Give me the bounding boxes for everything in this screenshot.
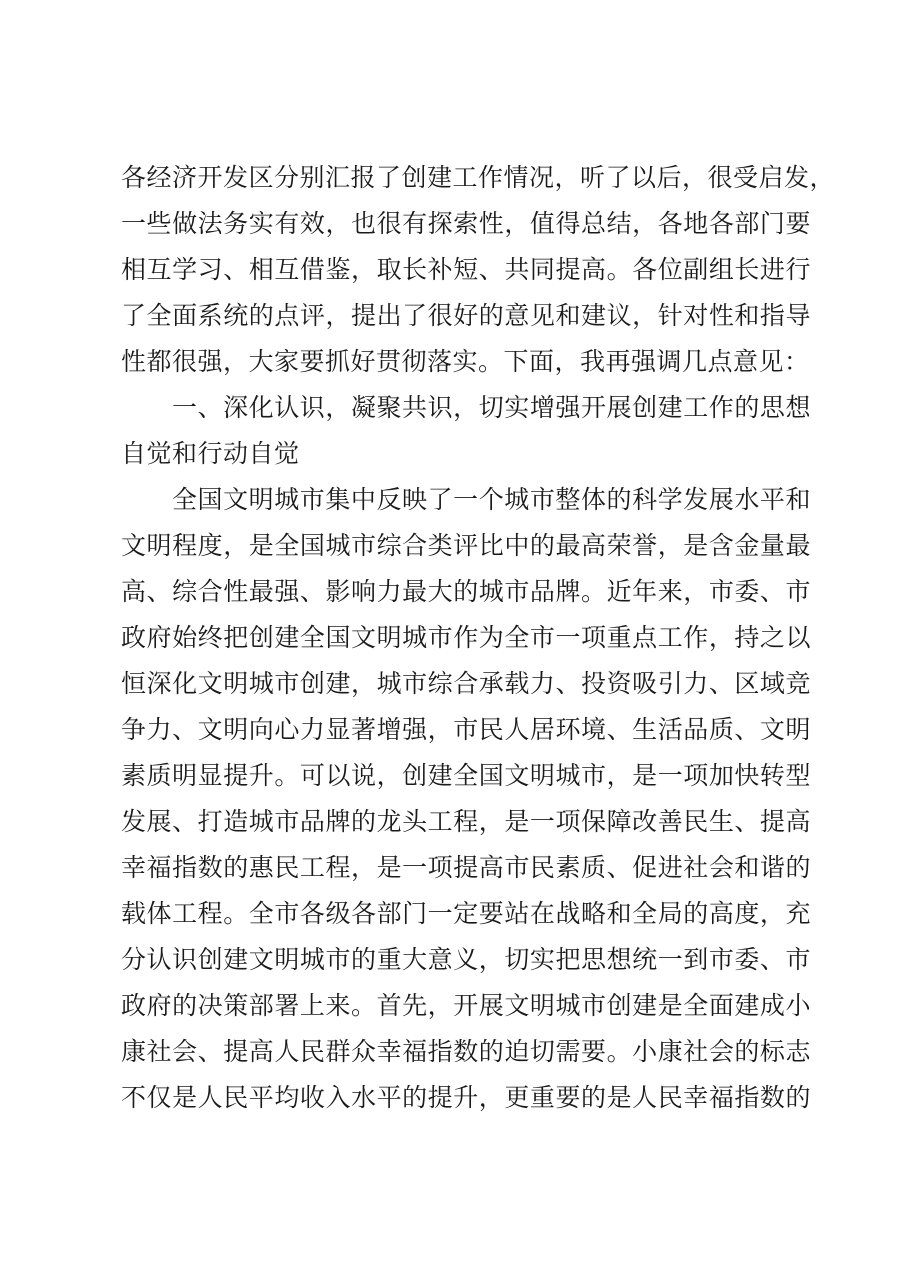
text-line: 文明程度，是全国城市综合类评比中的最高荣誉，是含金量最: [121, 531, 811, 560]
text-line: 政府的决策部署上来。首先，开展文明城市创建是全面建成小: [121, 991, 811, 1020]
text-line: 不仅是人民平均收入水平的提升，更重要的是人民幸福指数的: [121, 1083, 811, 1112]
text-line: 性都很强，大家要抓好贯彻落实。下面，我再强调几点意见：: [121, 347, 810, 376]
text-line: 高、综合性最强、影响力最大的城市品牌。近年来，市委、市: [121, 577, 811, 606]
text-line: 了全面系统的点评，提出了很好的意见和建议，针对性和指导: [121, 301, 811, 330]
text-line: 各经济开发区分别汇报了创建工作情况，听了以后，很受启发，: [121, 163, 836, 192]
text-line: 争力、文明向心力显著增强，市民人居环境、生活品质、文明: [121, 715, 811, 744]
text-line: 一些做法务实有效，也很有探索性，值得总结，各地各部门要: [121, 209, 811, 238]
document-body: [121, 155, 836, 1121]
text-line: 恒深化文明城市创建，城市综合承载力、投资吸引力、区域竞: [121, 669, 811, 698]
text-line: 相互学习、相互借鉴，取长补短、共同提高。各位副组长进行: [121, 255, 811, 284]
text-line: 幸福指数的惠民工程，是一项提高市民素质、促进社会和谐的: [121, 853, 811, 882]
section-heading-line: 自觉和行动自觉: [121, 439, 300, 468]
text-line: 载体工程。全市各级各部门一定要站在战略和全局的高度，充: [121, 899, 811, 928]
text-line: 素质明显提升。可以说，创建全国文明城市，是一项加快转型: [121, 761, 811, 790]
text-line: 分认识创建文明城市的重大意义，切实把思想统一到市委、市: [121, 945, 811, 974]
section-heading-line: 一、深化认识，凝聚共识，切实增强开展创建工作的思想: [172, 393, 811, 422]
text-line: 康社会、提高人民群众幸福指数的迫切需要。小康社会的标志: [121, 1037, 811, 1066]
text-line: 政府始终把创建全国文明城市作为全市一项重点工作，持之以: [121, 623, 811, 652]
text-line: 全国文明城市集中反映了一个城市整体的科学发展水平和: [172, 485, 811, 514]
text-line: 发展、打造城市品牌的龙头工程，是一项保障改善民生、提高: [121, 807, 811, 836]
